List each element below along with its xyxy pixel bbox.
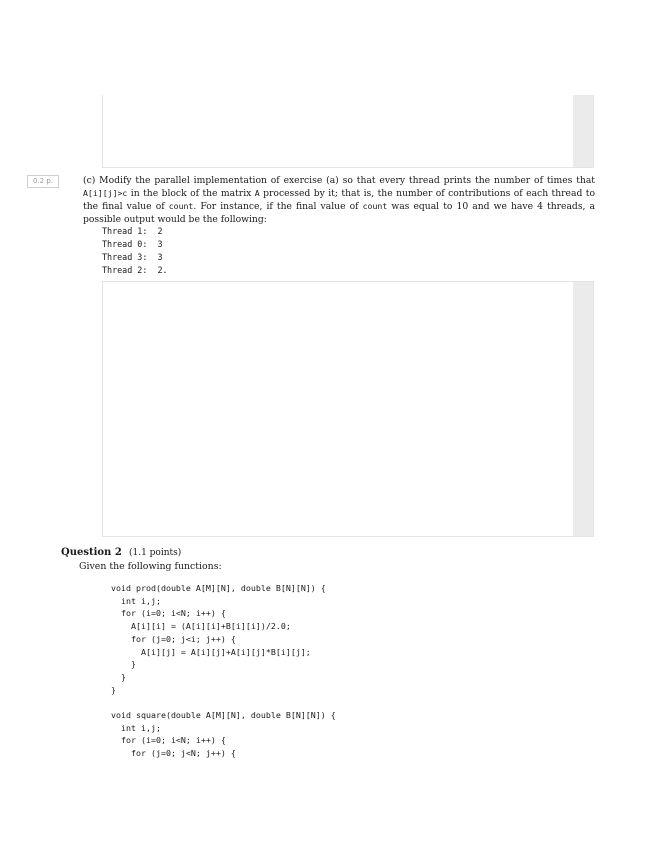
part-c-statement: (c) Modify the parallel implementation of exercise (a) so that every thread prints the number of times that A[i][j]>c in the block of the matrix A processed by it; that is, the number of contributions of each thread to the final value of count. For instance, if the final value of count was equal to 10 and we have 4 threads, a possible output would be the following: xyxy=(83,175,596,225)
answer-box-scrollbar[interactable] xyxy=(573,95,593,167)
answer-box-previous[interactable] xyxy=(102,95,594,168)
question-2-intro: Given the following functions: xyxy=(79,561,222,572)
points-badge: 0.2 p. xyxy=(27,175,59,188)
question-label: Question 2 xyxy=(61,547,122,558)
output-line: Thread 0: 3 xyxy=(102,239,163,249)
output-line: Thread 2: 2. xyxy=(102,265,168,275)
answer-box-part-c[interactable] xyxy=(102,281,594,537)
output-line: Thread 3: 3 xyxy=(102,252,163,262)
question-points: (1.1 points) xyxy=(128,548,182,558)
answer-box-scrollbar[interactable] xyxy=(573,282,593,536)
question-2-heading xyxy=(61,547,181,558)
output-line: Thread 1: 2 xyxy=(102,226,163,236)
code-listing: void prod(double A[M][N], double B[N][N]) { int i,j; for (i=0; i<N; i++) { A[i][i] = (A[i][i]+B[i][i])/2.0; for (j=0; j<i; j++) { A[i][j] = A[i][j]+A[i][j]*B[i][j]; } } } void square(double A[M][N], double B[N][N]) { int i,j; for (i=0; i<N; i++) { for (j=0; j<N; j++) { xyxy=(111,583,336,759)
